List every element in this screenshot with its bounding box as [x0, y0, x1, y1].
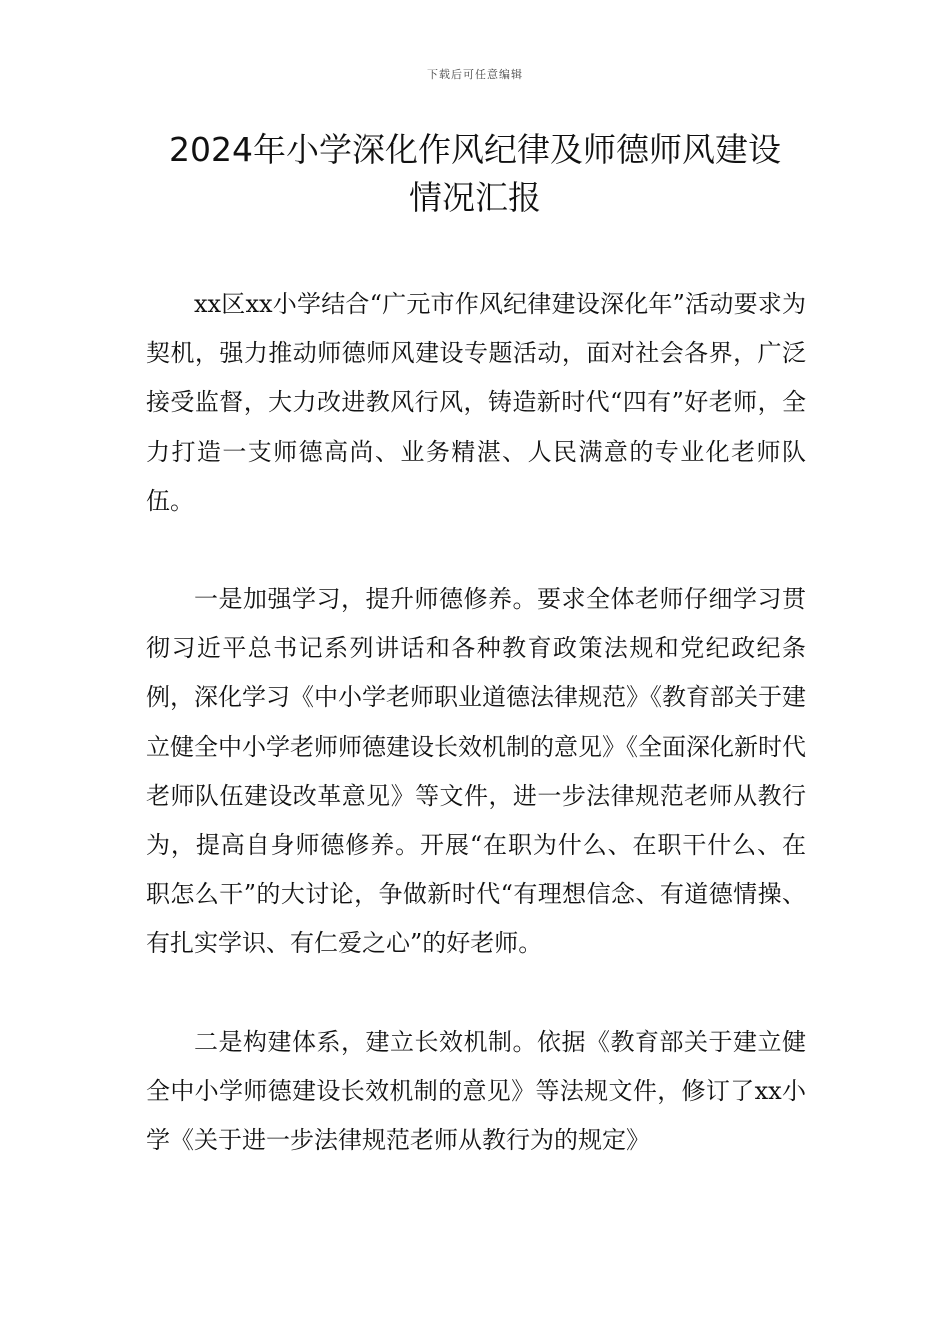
document-body	[146, 280, 806, 1214]
paragraph-study: 一是加强学习，提升师德修养。要求全体老师仔细学习贯彻习近平总书记系列讲话和各种教育政策法规和党纪政纪条例，深化学习《中小学老师职业道德法律规范》《教育部关于建立健全中小学老师师德建设长效机制的意见》《全面深化新时代老师队伍建设改革意见》等文件，进一步法律规范老师从教行为，提高自身师德修养。开展“在职为什么、在职干什么、在职怎么干”的大讨论，争做新时代“有理想信念、有道德情操、有扎实学识、有仁爱之心”的好老师。	[146, 585, 806, 958]
paragraph-intro: xx区xx小学结合“广元市作风纪律建设深化年”活动要求为契机，强力推动师德师风建设专题活动，面对社会各界，广泛接受监督，大力改进教风行风，铸造新时代“四有”好老师，全力打造一支师德高尚、业务精湛、人民满意的专业化老师队伍。	[146, 290, 806, 515]
document-title	[120, 126, 830, 222]
title-line-1: 2024年小学深化作风纪律及师德师风建设	[169, 130, 781, 169]
title-line-2: 情况汇报	[409, 178, 541, 217]
header-note: 下载后可任意编辑	[427, 68, 523, 81]
paragraph-system: 二是构建体系，建立长效机制。依据《教育部关于建立健全中小学师德建设长效机制的意见》等法规文件，修订了xx小学《关于进一步法律规范老师从教行为的规定》	[146, 1027, 806, 1155]
